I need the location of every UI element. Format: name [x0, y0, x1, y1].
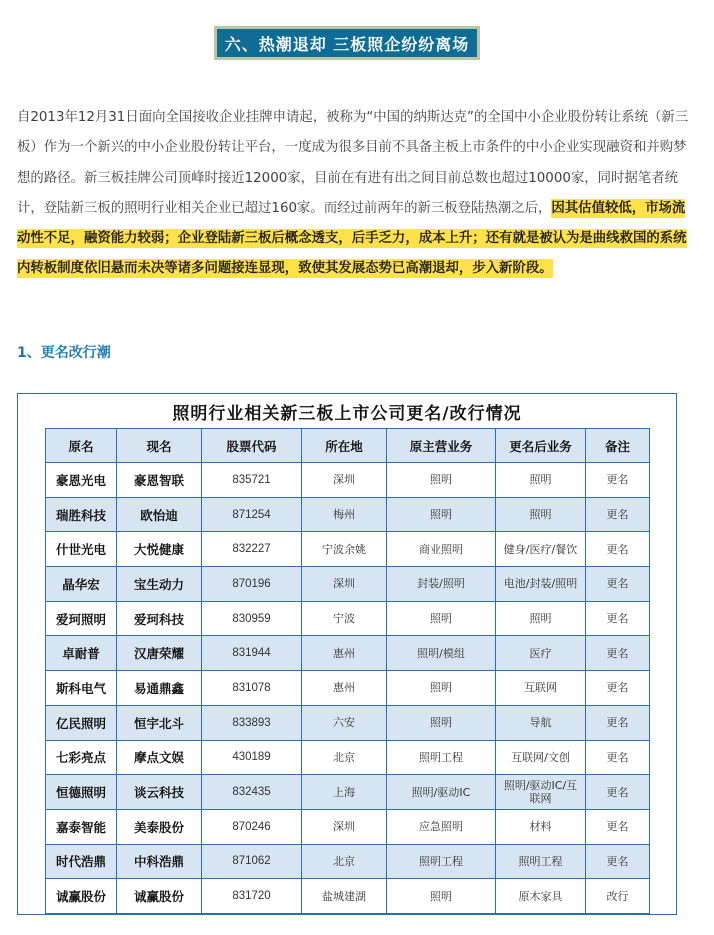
note-cell: 更名	[586, 671, 650, 706]
original-business-cell: 照明工程	[387, 740, 496, 775]
header-cell: 备注	[586, 429, 650, 463]
table-header-row	[46, 429, 650, 463]
table-row	[46, 601, 650, 636]
new-business-cell: 材料	[496, 809, 586, 844]
location-cell: 北京	[302, 844, 387, 879]
location-cell: 宁波余姚	[302, 532, 387, 567]
location-cell: 宁波	[302, 601, 387, 636]
note-cell: 更名	[586, 705, 650, 740]
original-name-cell: 瑞胜科技	[46, 497, 117, 532]
current-name-cell: 谈云科技	[117, 775, 202, 810]
table-row	[46, 567, 650, 602]
new-business-cell: 互联网	[496, 671, 586, 706]
original-name-cell: 斯科电气	[46, 671, 117, 706]
stock-code-cell: 870196	[202, 567, 302, 602]
table-row	[46, 636, 650, 671]
table-row	[46, 671, 650, 706]
original-business-cell: 照明	[387, 705, 496, 740]
current-name-cell: 诚赢股份	[117, 879, 202, 914]
subheading: 1、更名改行潮	[17, 345, 111, 361]
stock-code-cell: 831720	[202, 879, 302, 914]
original-business-cell: 照明	[387, 463, 496, 498]
rename-table	[45, 428, 650, 914]
new-business-cell: 照明	[496, 497, 586, 532]
rename-table-frame	[17, 393, 677, 915]
table-row	[46, 740, 650, 775]
location-cell: 梅州	[302, 497, 387, 532]
location-cell: 惠州	[302, 636, 387, 671]
original-name-cell: 亿民照明	[46, 705, 117, 740]
new-business-cell: 电池/封装/照明	[496, 567, 586, 602]
location-cell: 北京	[302, 740, 387, 775]
stock-code-cell: 870246	[202, 809, 302, 844]
current-name-cell: 易通鼎鑫	[117, 671, 202, 706]
body-text-plain: 自2013年12月31日面向全国接收企业挂牌申请起，被称为“中国的纳斯达克”的全国中小企业股份转让系统（新三板）作为一个新兴的中小企业股份转让平台，一度成为很多目前不具备主板上市条件的中小企业实现融资和并购梦想的路径。新三板挂牌公司顶峰时接近12000家，目前在有进有出之间目前总数也超过10000家，同时据笔者统计，登陆新三板的照明行业相关企业已超过160家。而经过前两年的新三板登陆热潮之后，	[17, 110, 689, 216]
location-cell: 盐城建湖	[302, 879, 387, 914]
original-business-cell: 照明	[387, 497, 496, 532]
note-cell: 更名	[586, 497, 650, 532]
new-business-cell: 导航	[496, 705, 586, 740]
original-name-cell: 七彩亮点	[46, 740, 117, 775]
current-name-cell: 爱珂科技	[117, 601, 202, 636]
original-name-cell: 嘉泰智能	[46, 809, 117, 844]
new-business-cell: 原木家具	[496, 879, 586, 914]
stock-code-cell: 830959	[202, 601, 302, 636]
note-cell: 更名	[586, 601, 650, 636]
original-name-cell: 卓耐普	[46, 636, 117, 671]
current-name-cell: 大悦健康	[117, 532, 202, 567]
note-cell: 更名	[586, 740, 650, 775]
table-row	[46, 879, 650, 914]
current-name-cell: 中科浩鼎	[117, 844, 202, 879]
table-row	[46, 844, 650, 879]
note-cell: 更名	[586, 463, 650, 498]
location-cell: 惠州	[302, 671, 387, 706]
new-business-cell: 互联网/文创	[496, 740, 586, 775]
original-name-cell: 爱珂照明	[46, 601, 117, 636]
location-cell: 深圳	[302, 463, 387, 498]
current-name-cell: 宝生动力	[117, 567, 202, 602]
current-name-cell: 汉唐荣耀	[117, 636, 202, 671]
stock-code-cell: 831078	[202, 671, 302, 706]
note-cell: 更名	[586, 775, 650, 810]
table-body	[46, 463, 650, 914]
table-row	[46, 463, 650, 498]
new-business-cell: 照明	[496, 463, 586, 498]
note-cell: 更名	[586, 844, 650, 879]
table-row	[46, 532, 650, 567]
stock-code-cell: 835721	[202, 463, 302, 498]
stock-code-cell: 430189	[202, 740, 302, 775]
stock-code-cell: 833893	[202, 705, 302, 740]
stock-code-cell: 871254	[202, 497, 302, 532]
current-name-cell: 欧怡迪	[117, 497, 202, 532]
body-paragraph	[17, 103, 697, 285]
location-cell: 六安	[302, 705, 387, 740]
original-business-cell: 照明	[387, 671, 496, 706]
original-business-cell: 照明	[387, 879, 496, 914]
stock-code-cell: 832435	[202, 775, 302, 810]
current-name-cell: 恒宇北斗	[117, 705, 202, 740]
note-cell: 更名	[586, 567, 650, 602]
section-banner	[214, 26, 480, 60]
table-row	[46, 809, 650, 844]
note-cell: 改行	[586, 879, 650, 914]
new-business-cell: 照明	[496, 601, 586, 636]
note-cell: 更名	[586, 809, 650, 844]
location-cell: 深圳	[302, 809, 387, 844]
table-row	[46, 775, 650, 810]
new-business-cell: 健身/医疗/餐饮	[496, 532, 586, 567]
note-cell: 更名	[586, 636, 650, 671]
new-business-cell: 医疗	[496, 636, 586, 671]
original-name-cell: 豪恩光电	[46, 463, 117, 498]
original-business-cell: 照明	[387, 601, 496, 636]
header-cell: 更名后业务	[496, 429, 586, 463]
header-cell: 原名	[46, 429, 117, 463]
current-name-cell: 美泰股份	[117, 809, 202, 844]
current-name-cell: 豪恩智联	[117, 463, 202, 498]
table-caption: 照明行业相关新三板上市公司更名/改行情况	[172, 403, 522, 424]
new-business-cell: 照明工程	[496, 844, 586, 879]
header-cell: 现名	[117, 429, 202, 463]
table-row	[46, 705, 650, 740]
original-name-cell: 什世光电	[46, 532, 117, 567]
body-text-highlight: 因其估值较低，市场流动性不足，融资能力较弱；企业登陆新三板后概念透支，后手乏力，成本上升；还有就是被认为是曲线救国的系统内转板制度依旧悬而未决等诸多问题接连显现，致使其发展态势已高潮退却，步入新阶段。	[17, 200, 687, 277]
header-cell: 原主营业务	[387, 429, 496, 463]
location-cell: 深圳	[302, 567, 387, 602]
header-cell: 股票代码	[202, 429, 302, 463]
original-business-cell: 照明/模组	[387, 636, 496, 671]
original-business-cell: 封装/照明	[387, 567, 496, 602]
original-business-cell: 照明/驱动IC	[387, 775, 496, 810]
original-name-cell: 诚赢股份	[46, 879, 117, 914]
stock-code-cell: 871062	[202, 844, 302, 879]
header-cell: 所在地	[302, 429, 387, 463]
new-business-cell: 照明/驱动IC/互联网	[496, 775, 586, 810]
table-row	[46, 497, 650, 532]
original-business-cell: 应急照明	[387, 809, 496, 844]
original-name-cell: 恒德照明	[46, 775, 117, 810]
note-cell: 更名	[586, 532, 650, 567]
stock-code-cell: 832227	[202, 532, 302, 567]
original-business-cell: 商业照明	[387, 532, 496, 567]
original-business-cell: 照明工程	[387, 844, 496, 879]
section-title: 六、热潮退却 三板照企纷纷离场	[224, 34, 470, 54]
original-name-cell: 晶华宏	[46, 567, 117, 602]
original-name-cell: 时代浩鼎	[46, 844, 117, 879]
location-cell: 上海	[302, 775, 387, 810]
current-name-cell: 摩点文娱	[117, 740, 202, 775]
stock-code-cell: 831944	[202, 636, 302, 671]
